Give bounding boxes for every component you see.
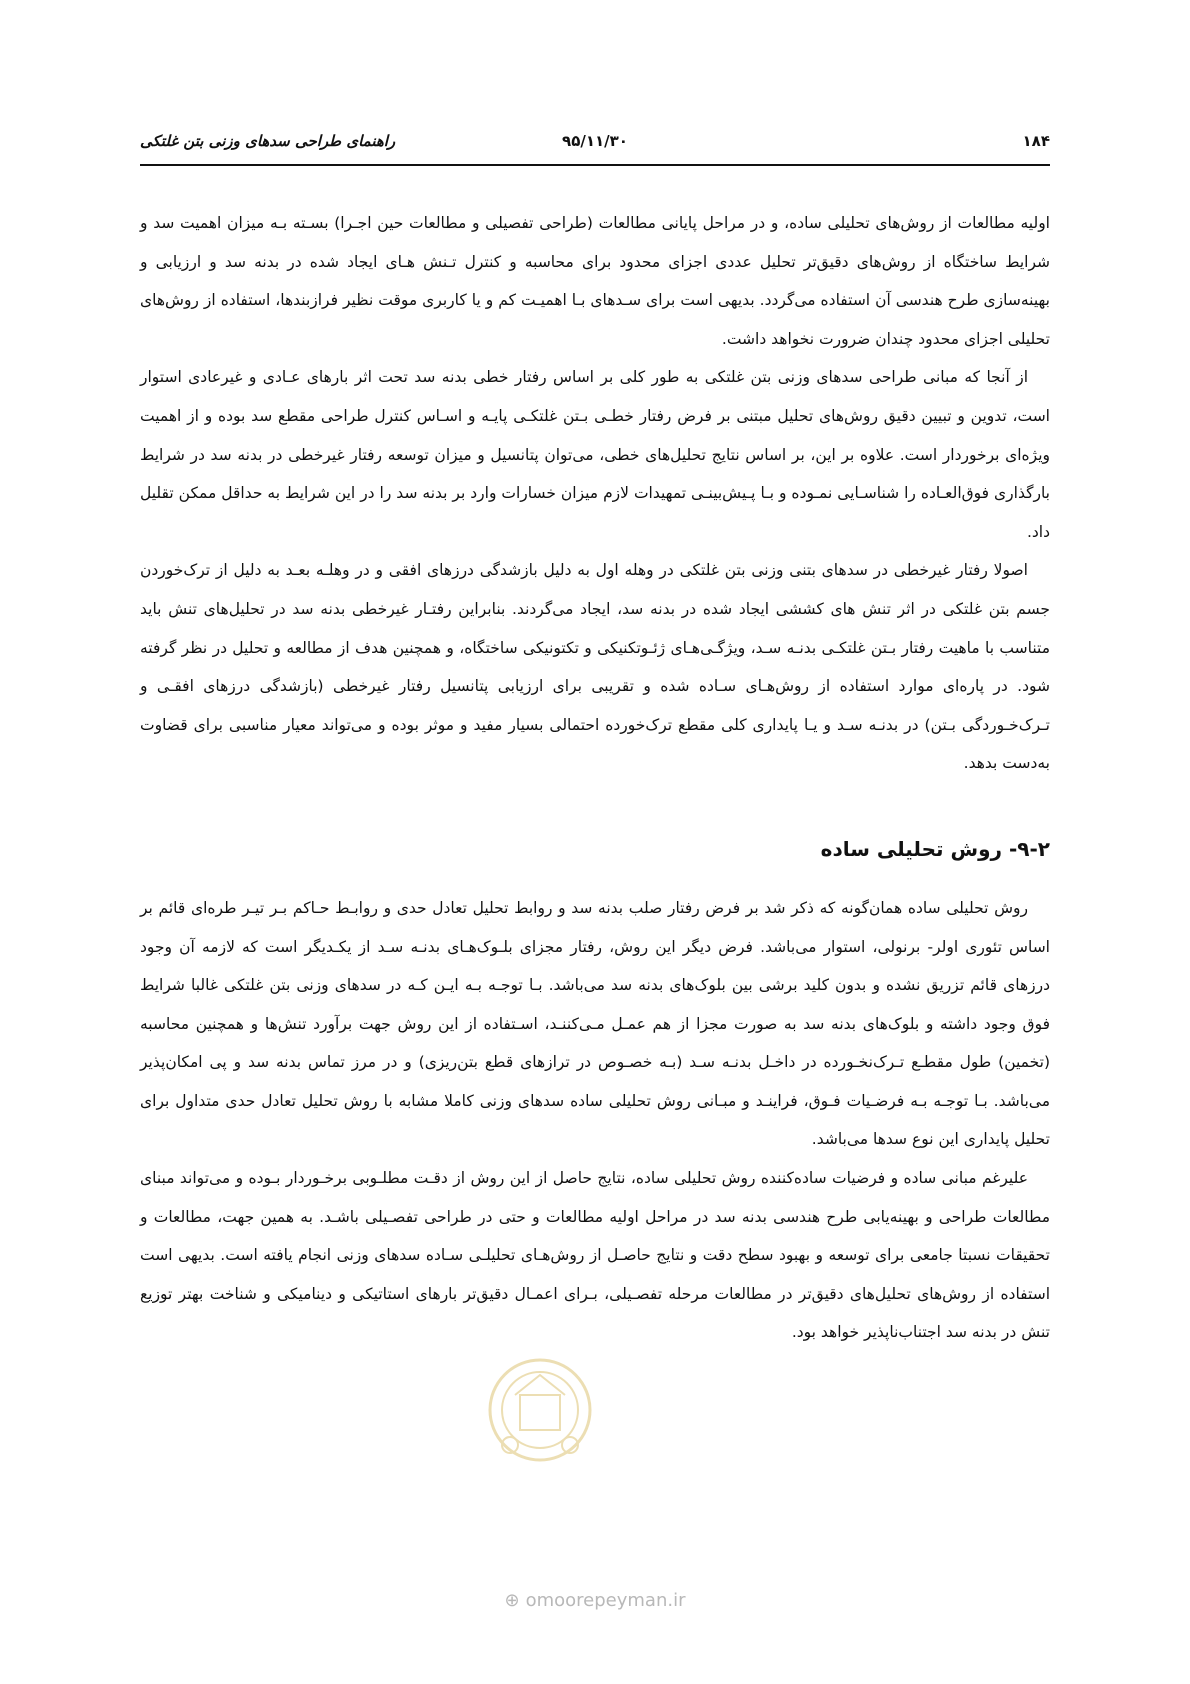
page-header [140, 122, 1050, 162]
header-divider [140, 164, 1050, 166]
header-date: ۹۵/۱۱/۳۰ [562, 132, 628, 150]
page-number: ۱۸۴ [1022, 132, 1050, 150]
document-body [140, 204, 1050, 1352]
footer-watermark-text: omoorepeyman.ir [525, 1590, 686, 1611]
paragraph: اولیه مطالعات از روش‌های تحلیلی ساده، و در مراحل پایانی مطالعات (طراحی تفصیلی و مطالعات حین اجـرا) بسـته بـه میزان اهمیت سد و شرایط ساختگاه از روش‌های دقیق‌تر تحلیل عددی اجزای محدود برای محاسبه و کنترل تـنش هـای ایجاد شده در بدنه سد و ارزیابی و بهینه‌سازی طرح هندسی آن استفاده می‌گردد. بدیهی است برای سـدهای بـا اهمیـت کم و یا کاربری موقت نظیر فرازبندها، استفاده از روش‌های تحلیلی اجزای محدود چندان ضرورت نخواهد داشت. [140, 214, 1050, 348]
paragraph: علیرغم مبانی ساده و فرضیات ساده‌کننده روش تحلیلی ساده، نتایج حاصل از این روش از دقـت مطلـوبی برخـوردار بـوده و می‌تواند مبنای مطالعات طراحی و بهینه‌یابی طرح هندسی بدنه سد در مراحل اولیه مطالعات و حتی در طراحی تفصـیلی باشـد. به همین جهت، مطالعات و تحقیقات نسبتا جامعی برای توسعه و بهبود سطح دقت و نتایج حاصـل از روش‌هـای تحلیلـی سـاده سدهای وزنی انجام یافته است. بدیهی است استفاده از روش‌های تحلیل‌های دقیق‌تر در مطالعات مرحله تفصـیلی، بـرای اعمـال دقیق‌تر بارهای استاتیکی و دینامیکی و شناخت بهتر توزیع تنش در بدنه سد اجتناب‌ناپذیر خواهد بود. [140, 1169, 1050, 1342]
footer-watermark [0, 1590, 1190, 1611]
paragraph: از آنجا که مبانی طراحی سدهای وزنی بتن غلتکی به طور کلی بر اساس رفتار خطی بدنه سد تحت اثر بارهای عـادی و غیرعادی استوار است، تدوین و تبیین دقیق روش‌های تحلیل مبتنی بر فرض رفتار خطـی بـتن غلتکـی پایـه و اسـاس کنترل طراحی مقطع سد بوده و از اهمیت ویژه‌ای برخوردار است. علاوه بر این، بر اساس نتایج تحلیل‌های خطی، می‌توان پتانسیل و میزان توسعه رفتار غیرخطی در بدنه سد در شرایط بارگذاری فوق‌العـاده را شناسـایی نمـوده و بـا پـیش‌بینـی تمهیدات لازم میزان خسارات وارد بر بدنه سد را در این شرایط به حداقل ممکن تقلیل داد. [140, 368, 1050, 541]
seal-watermark-icon [470, 1350, 610, 1470]
paragraph: روش تحلیلی ساده همان‌گونه که ذکر شد بر فرض رفتار صلب بدنه سد و روابط تحلیل تعادل حدی و روابـط حـاکم بـر تیـر طره‌ای قائم بر اساس تئوری اولر- برنولی، استوار می‌باشد. فرض دیگر این روش، رفتار مجزای بلـوک‌هـای بدنـه سـد از یکـدیگر است که لازمه آن وجود درزهای قائم تزریق نشده و بدون کلید برشی بین بلوک‌های بدنه سد می‌باشد. بـا توجـه بـه ایـن کـه در سدهای وزنی بتن غلتکی غالبا شرایط فوق وجود داشته و بلوک‌های بدنه سد به صورت مجزا از هم عمـل مـی‌کننـد، اسـتفاده از این روش جهت برآورد تنش‌ها و همچنین محاسبه (تخمین) طول مقطـع تـرک‌نخـورده در داخـل بدنـه سـد (بـه خصـوص در ترازهای قطع بتن‌ریزی) و در مرز تماس بدنه سد و پی امکان‌پذیر می‌باشد. بـا توجـه بـه فرضـیات فـوق، فراینـد و مبـانی روش تحلیلی ساده سدهای وزنی کاملا مشابه با روش تحلیل تعادل حدی متداول برای تحلیل پایداری این نوع سدها می‌باشد. [140, 898, 1050, 1149]
section-heading: ۹-۲- روش تحلیلی ساده [820, 836, 1050, 861]
header-title: راهنمای طراحی سدهای وزنی بتن غلتکی [140, 132, 396, 150]
globe-icon: ⊕ [504, 1590, 520, 1611]
paragraph: اصولا رفتار غیرخطی در سدهای بتنی وزنی بتن غلتکی در وهله اول به دلیل بازشدگی درزهای افقی و در وهلـه بعـد به دلیل از ترک‌خوردن جسم بتن غلتکی در اثر تنش های کششی ایجاد شده در بدنه سد، ایجاد می‌گردند. بنابراین رفتـار غیرخطی بدنه سد در تحلیل‌های تنش باید متناسب با ماهیت رفتار بـتن غلتکـی بدنـه سـد، ویژگـی‌هـای ژئـوتکنیکی و تکتونیکی ساختگاه، و همچنین هدف از مطالعه و تحلیل در نظر گرفته شود. در پاره‌ای موارد استفاده از روش‌هـای سـاده شده و تقریبی برای ارزیابی پتانسیل رفتار غیرخطی (بازشدگی درزهای افقـی و تـرک‌خـوردگی بـتن) در بدنـه سـد و یـا پایداری کلی مقطع ترک‌خورده احتمالی بسیار مفید و موثر بوده و می‌تواند معیار مناسبی برای قضاوت به‌دست بدهد. [140, 561, 1050, 773]
